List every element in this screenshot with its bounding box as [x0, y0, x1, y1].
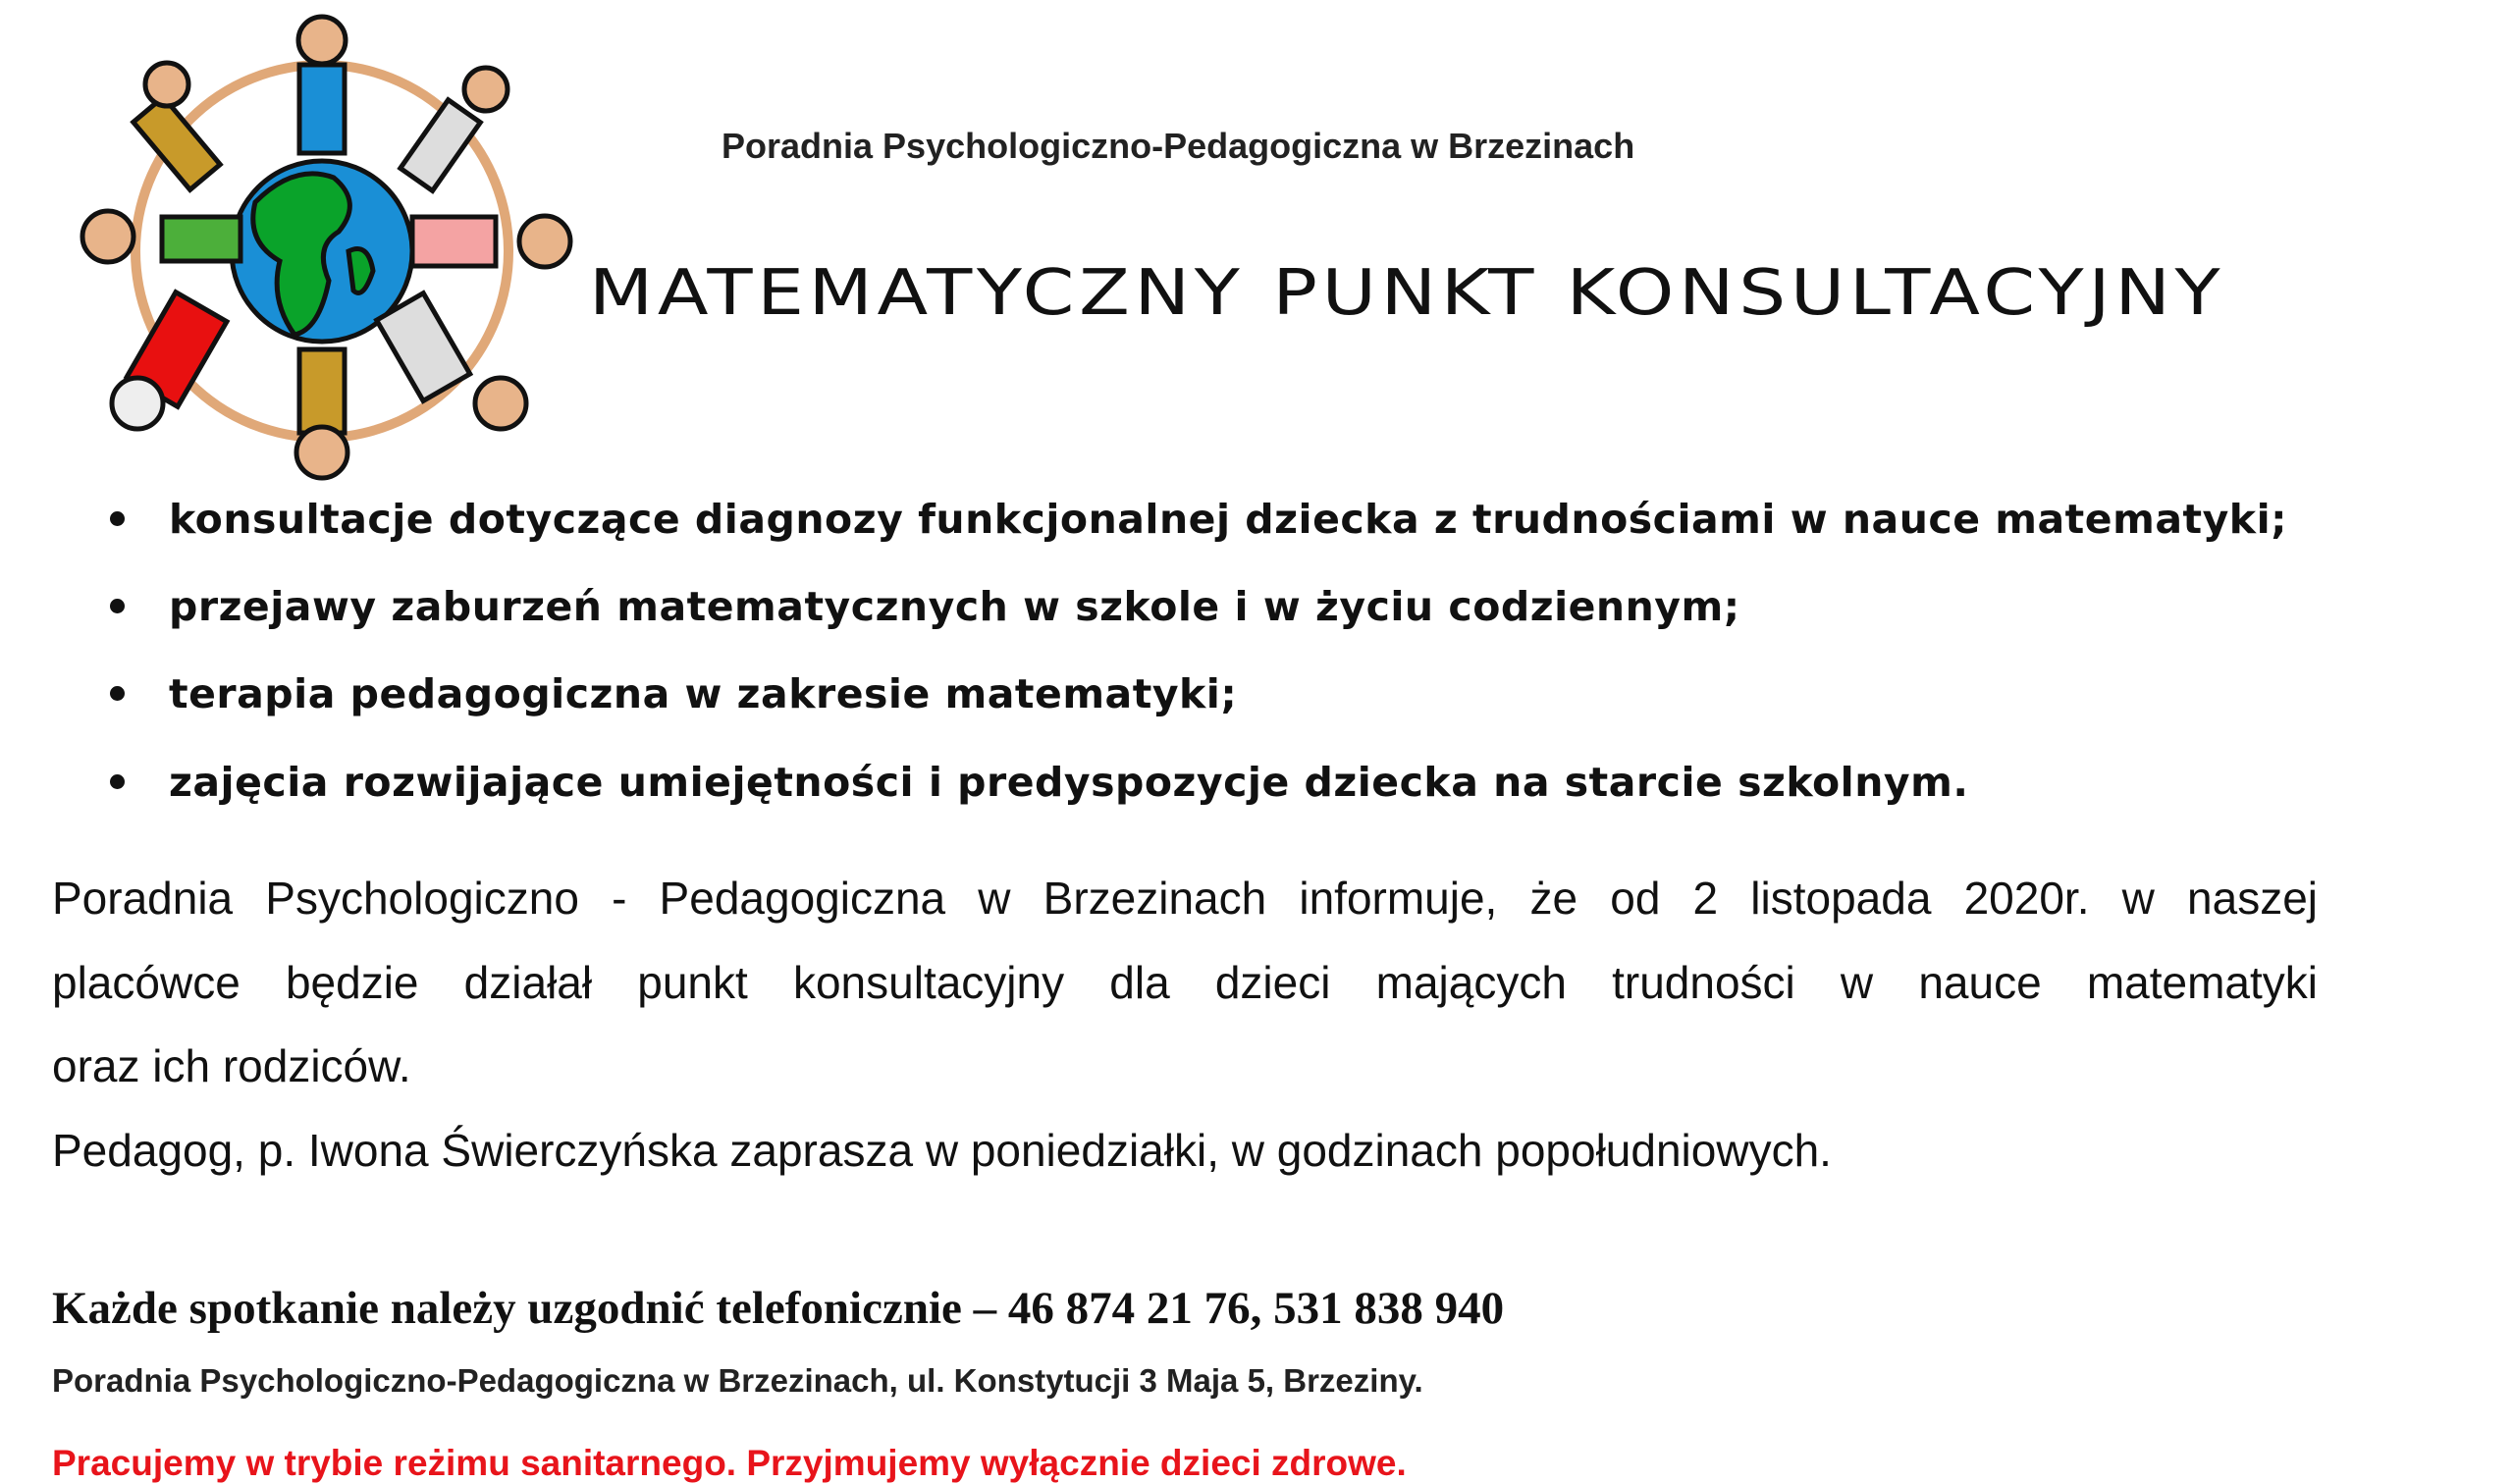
sanitary-notice: Pracujemy w trybie reżimu sanitarnego. Przyjmujemy wyłącznie dzieci zdrowe. [52, 1443, 1407, 1483]
paragraph-line: Pedagog, p. Iwona Świerczyńska zaprasza w poniedziałki, w godzinach popołudniowych. [52, 1125, 1832, 1176]
paragraph-line: placówce będzie działał punkt konsultacyjny dla dzieci mających trudności w nauce matematyki [52, 957, 2318, 1008]
bullet-text: zajęcia rozwijające umiejętności i predyspozycje dziecka na starcie szkolnym. [169, 759, 1969, 806]
bullet-item [110, 583, 1740, 630]
children-around-globe-logo [69, 6, 579, 483]
address-line: Poradnia Psychologiczno-Pedagogiczna w Brzezinach, ul. Konstytucji 3 Maja 5, Brzeziny. [52, 1362, 1423, 1399]
paragraph-line: Poradnia Psychologiczno - Pedagogiczna w Brzezinach informuje, że od 2 listopada 2020r. w naszej [52, 873, 2318, 924]
bullet-text: konsultacje dotyczące diagnozy funkcjonalnej dziecka z trudnościami w nauce matematyki; [169, 496, 2288, 543]
bullet-icon [110, 686, 125, 701]
institution-header: Poradnia Psychologiczno-Pedagogiczna w Brzezinach [722, 126, 1635, 166]
bullet-text: przejawy zaburzeń matematycznych w szkole i w życiu codziennym; [169, 583, 1740, 630]
page-title: MATEMATYCZNY PUNKT KONSULTACYJNY [589, 257, 2225, 330]
bullet-item [110, 496, 2287, 543]
paragraph-line: oraz ich rodziców. [52, 1040, 411, 1091]
bullet-icon [110, 774, 125, 789]
phone-contact-line: Każde spotkanie należy uzgodnić telefonicznie – 46 874 21 76, 531 838 940 [52, 1283, 1505, 1334]
bullet-item [110, 670, 1237, 717]
bullet-icon [110, 599, 125, 613]
bullet-item [110, 759, 1968, 806]
bullet-icon [110, 511, 125, 526]
bullet-text: terapia pedagogiczna w zakresie matematyki; [169, 670, 1238, 717]
